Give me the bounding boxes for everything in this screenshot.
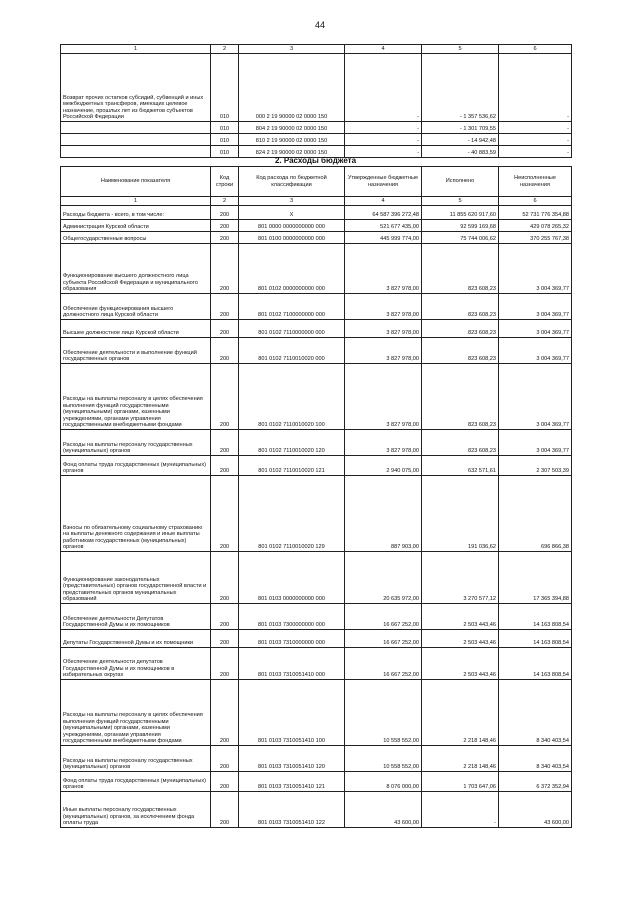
approved-cell: 43 600,00 (345, 792, 422, 828)
code-cell: 200 (211, 552, 239, 604)
approved-cell: 8 076 000,00 (345, 772, 422, 792)
kbk-cell: 824 2 19 90000 02 0000 150 (239, 146, 345, 158)
code-cell: 200 (211, 430, 239, 456)
executed-cell: 823 608,23 (422, 364, 499, 430)
approved-cell: 20 635 972,00 (345, 552, 422, 604)
approved-cell: 10 558 552,00 (345, 746, 422, 772)
column-number: 6 (499, 45, 572, 54)
executed-cell: - (422, 792, 499, 828)
kbk-cell: 801 0102 7110010020 100 (239, 364, 345, 430)
table-row (61, 792, 572, 828)
unexecuted-cell: 43 600,00 (499, 792, 572, 828)
kbk-cell: 801 0103 0000000000 000 (239, 552, 345, 604)
code-cell: 200 (211, 476, 239, 552)
income-return-table (60, 44, 572, 158)
name-cell: Обеспечение функционирования высшего должностного лица Курской области (61, 294, 211, 320)
table-row (61, 220, 572, 232)
column-number: 2 (211, 197, 239, 206)
header-row (61, 167, 572, 197)
table-row (61, 630, 572, 648)
table-row (61, 604, 572, 630)
executed-cell: 823 608,23 (422, 338, 499, 364)
column-number: 1 (61, 197, 211, 206)
column-number: 3 (239, 197, 345, 206)
name-cell: Функционирование законодательных (представительных) органов государственной власти и представительных органов муниципальных образований (61, 552, 211, 604)
code-cell: 200 (211, 680, 239, 746)
table-row (61, 552, 572, 604)
kbk-cell: 801 0102 7110010020 129 (239, 476, 345, 552)
column-header: Исполнено (422, 167, 499, 197)
unexecuted-cell: 52 731 776 354,88 (499, 206, 572, 220)
name-cell: Администрация Курской области (61, 220, 211, 232)
unexecuted-cell: 429 078 265,32 (499, 220, 572, 232)
expenses-table (60, 166, 572, 828)
kbk-cell: X (239, 206, 345, 220)
code-cell: 200 (211, 630, 239, 648)
table-row (61, 456, 572, 476)
executed-cell: 632 571,61 (422, 456, 499, 476)
executed-cell: 2 503 443,46 (422, 604, 499, 630)
code-cell: 200 (211, 364, 239, 430)
executed-cell: - 1 357 536,62 (422, 54, 499, 122)
table-row (61, 648, 572, 680)
kbk-cell: 804 2 19 90000 02 0000 150 (239, 122, 345, 134)
executed-cell: 823 608,23 (422, 320, 499, 338)
approved-cell: 887 903,00 (345, 476, 422, 552)
code-cell: 200 (211, 604, 239, 630)
approved-cell: 16 667 252,00 (345, 630, 422, 648)
name-cell: Функционирование высшего должностного лица субъекта Российской Федерации и муниципального образования (61, 244, 211, 294)
code-cell: 200 (211, 320, 239, 338)
unexecuted-cell: - (499, 54, 572, 122)
approved-cell: - (345, 146, 422, 158)
kbk-cell: 801 0102 7110010020 000 (239, 338, 345, 364)
executed-cell: 11 855 620 917,60 (422, 206, 499, 220)
kbk-cell: 801 0103 7310000000 000 (239, 630, 345, 648)
approved-cell: 3 827 978,00 (345, 320, 422, 338)
name-cell: Фонд оплаты труда государственных (муниципальных) органов (61, 772, 211, 792)
code-cell: 200 (211, 338, 239, 364)
unexecuted-cell: 14 163 808,54 (499, 630, 572, 648)
table-row (61, 680, 572, 746)
page-number: 44 (314, 20, 325, 30)
name-cell: Депутаты Государственной Думы и их помощники (61, 630, 211, 648)
name-cell: Расходы на выплаты персоналу государственных (муниципальных) органов (61, 430, 211, 456)
name-cell: Высшее должностное лицо Курской области (61, 320, 211, 338)
code-cell: 200 (211, 772, 239, 792)
executed-cell: - 14 942,48 (422, 134, 499, 146)
code-cell: 010 (211, 146, 239, 158)
unexecuted-cell: 3 004 369,77 (499, 430, 572, 456)
table-row (61, 320, 572, 338)
column-number: 1 (61, 45, 211, 54)
kbk-cell: 000 2 19 90000 02 0000 150 (239, 54, 345, 122)
unexecuted-cell: 696 866,38 (499, 476, 572, 552)
code-cell: 010 (211, 122, 239, 134)
table-row (61, 232, 572, 244)
approved-cell: 3 827 978,00 (345, 338, 422, 364)
column-header: Неисполненные назначения (499, 167, 572, 197)
approved-cell: 64 587 396 272,48 (345, 206, 422, 220)
executed-cell: 2 218 148,46 (422, 746, 499, 772)
kbk-cell: 801 0102 7110010020 121 (239, 456, 345, 476)
approved-cell: 2 940 075,00 (345, 456, 422, 476)
column-header: Наименование показателя (61, 167, 211, 197)
code-cell: 200 (211, 792, 239, 828)
code-cell: 200 (211, 456, 239, 476)
executed-cell: 823 608,23 (422, 244, 499, 294)
column-number: 4 (345, 197, 422, 206)
column-number: 2 (211, 45, 239, 54)
name-cell: Расходы на выплаты персоналу в целях обеспечения выполнения функций государственными (муниципальными) органами, казенными учреждениями, органами управления государственными внебюджетными фондами (61, 680, 211, 746)
kbk-cell: 801 0102 7110010020 120 (239, 430, 345, 456)
name-cell: Обеспечение деятельности Депутатов Государственной Думы и их помощников (61, 604, 211, 630)
code-cell: 200 (211, 294, 239, 320)
approved-cell: 3 827 978,00 (345, 364, 422, 430)
unexecuted-cell: 6 372 352,94 (499, 772, 572, 792)
column-number: 5 (422, 45, 499, 54)
executed-cell: 191 036,62 (422, 476, 499, 552)
column-number: 4 (345, 45, 422, 54)
name-cell: Обеспечение деятельности депутатов Государственной Думы и их помощников в избирательных округах (61, 648, 211, 680)
name-cell: Возврат прочих остатков субсидий, субвенций и иных межбюджетных трансферов, имеющих целевое назначение, прошлых лет из бюджетов субъектов Российской Федерации (61, 54, 211, 122)
approved-cell: 445 999 774,00 (345, 232, 422, 244)
executed-cell: - 1 301 709,55 (422, 122, 499, 134)
kbk-cell: 801 0103 7310051410 122 (239, 792, 345, 828)
unexecuted-cell: 17 365 394,88 (499, 552, 572, 604)
column-header: Код расхода по бюджетной классификации (239, 167, 345, 197)
name-cell: Общегосударственные вопросы (61, 232, 211, 244)
table-row (61, 134, 572, 146)
column-number: 6 (499, 197, 572, 206)
kbk-cell: 801 0102 0000000000 000 (239, 244, 345, 294)
column-number-row (61, 197, 572, 206)
kbk-cell: 801 0000 0000000000 000 (239, 220, 345, 232)
kbk-cell: 810 2 19 90000 02 0000 150 (239, 134, 345, 146)
executed-cell: 2 503 443,46 (422, 648, 499, 680)
approved-cell: 3 827 978,00 (345, 294, 422, 320)
table-row (61, 294, 572, 320)
table-row (61, 476, 572, 552)
column-number: 5 (422, 197, 499, 206)
code-cell: 200 (211, 232, 239, 244)
kbk-cell: 801 0103 7310051410 120 (239, 746, 345, 772)
executed-cell: 75 744 006,62 (422, 232, 499, 244)
table-row (61, 122, 572, 134)
executed-cell: 2 218 148,46 (422, 680, 499, 746)
name-cell: Расходы на выплаты персоналу государственных (муниципальных) органов (61, 746, 211, 772)
code-cell: 200 (211, 746, 239, 772)
table-row (61, 746, 572, 772)
unexecuted-cell: 14 163 808,54 (499, 604, 572, 630)
unexecuted-cell: 370 255 767,38 (499, 232, 572, 244)
name-cell: Расходы на выплаты персоналу в целях обеспечения выполнения функций государственными (муниципальными) органами, казенными учреждениями, органами управления государственными внебюджетными фондами (61, 364, 211, 430)
kbk-cell: 801 0103 7310051410 121 (239, 772, 345, 792)
executed-cell: 823 608,23 (422, 294, 499, 320)
approved-cell: 10 558 552,00 (345, 680, 422, 746)
unexecuted-cell: 2 307 503,39 (499, 456, 572, 476)
unexecuted-cell: - (499, 134, 572, 146)
table-row (61, 244, 572, 294)
code-cell: 200 (211, 206, 239, 220)
code-cell: 200 (211, 244, 239, 294)
approved-cell: - (345, 122, 422, 134)
kbk-cell: 801 0100 0000000000 000 (239, 232, 345, 244)
name-cell (61, 134, 211, 146)
unexecuted-cell: - (499, 146, 572, 158)
name-cell: Обеспечение деятельности и выполнение функций государственных органов (61, 338, 211, 364)
code-cell: 200 (211, 648, 239, 680)
unexecuted-cell: 3 004 369,77 (499, 364, 572, 430)
table-row (61, 338, 572, 364)
table-row (61, 772, 572, 792)
code-cell: 010 (211, 54, 239, 122)
unexecuted-cell: 14 163 808,54 (499, 648, 572, 680)
kbk-cell: 801 0103 7310051410 100 (239, 680, 345, 746)
unexecuted-cell: - (499, 122, 572, 134)
kbk-cell: 801 0102 7100000000 000 (239, 294, 345, 320)
executed-cell: 3 270 577,12 (422, 552, 499, 604)
unexecuted-cell: 3 004 369,77 (499, 320, 572, 338)
column-number-row (61, 45, 572, 54)
unexecuted-cell: 3 004 369,77 (499, 338, 572, 364)
table-row (61, 430, 572, 456)
approved-cell: 3 827 978,00 (345, 430, 422, 456)
name-cell: Фонд оплаты труда государственных (муниципальных) органов (61, 456, 211, 476)
code-cell: 010 (211, 134, 239, 146)
kbk-cell: 801 0103 7300000000 000 (239, 604, 345, 630)
approved-cell: - (345, 54, 422, 122)
column-header: Утвержденные бюджетные назначения (345, 167, 422, 197)
name-cell: Взносы по обязательному социальному страхованию на выплаты денежного содержания и иные выплаты работникам государственных (муниципальных) органов (61, 476, 211, 552)
approved-cell: 16 667 252,00 (345, 604, 422, 630)
unexecuted-cell: 8 340 403,54 (499, 680, 572, 746)
column-header: Код строки (211, 167, 239, 197)
approved-cell: 16 667 252,00 (345, 648, 422, 680)
approved-cell: 521 677 435,00 (345, 220, 422, 232)
name-cell: Иные выплаты персоналу государственных (муниципальных) органов, за исключением фонда оплаты труда (61, 792, 211, 828)
executed-cell: 92 599 169,68 (422, 220, 499, 232)
unexecuted-cell: 3 004 369,77 (499, 244, 572, 294)
kbk-cell: 801 0103 7310051410 000 (239, 648, 345, 680)
approved-cell: - (345, 134, 422, 146)
name-cell: Расходы бюджета - всего, в том числе: (61, 206, 211, 220)
executed-cell: - 40 883,59 (422, 146, 499, 158)
table-row (61, 54, 572, 122)
executed-cell: 2 503 443,46 (422, 630, 499, 648)
approved-cell: 3 827 978,00 (345, 244, 422, 294)
section-title: 2. Расходы бюджета (274, 156, 357, 165)
column-number: 3 (239, 45, 345, 54)
executed-cell: 1 703 647,06 (422, 772, 499, 792)
table-row (61, 364, 572, 430)
kbk-cell: 801 0102 7110000000 000 (239, 320, 345, 338)
table-row (61, 206, 572, 220)
code-cell: 200 (211, 220, 239, 232)
unexecuted-cell: 3 004 369,77 (499, 294, 572, 320)
executed-cell: 823 608,23 (422, 430, 499, 456)
name-cell (61, 122, 211, 134)
unexecuted-cell: 8 340 403,54 (499, 746, 572, 772)
